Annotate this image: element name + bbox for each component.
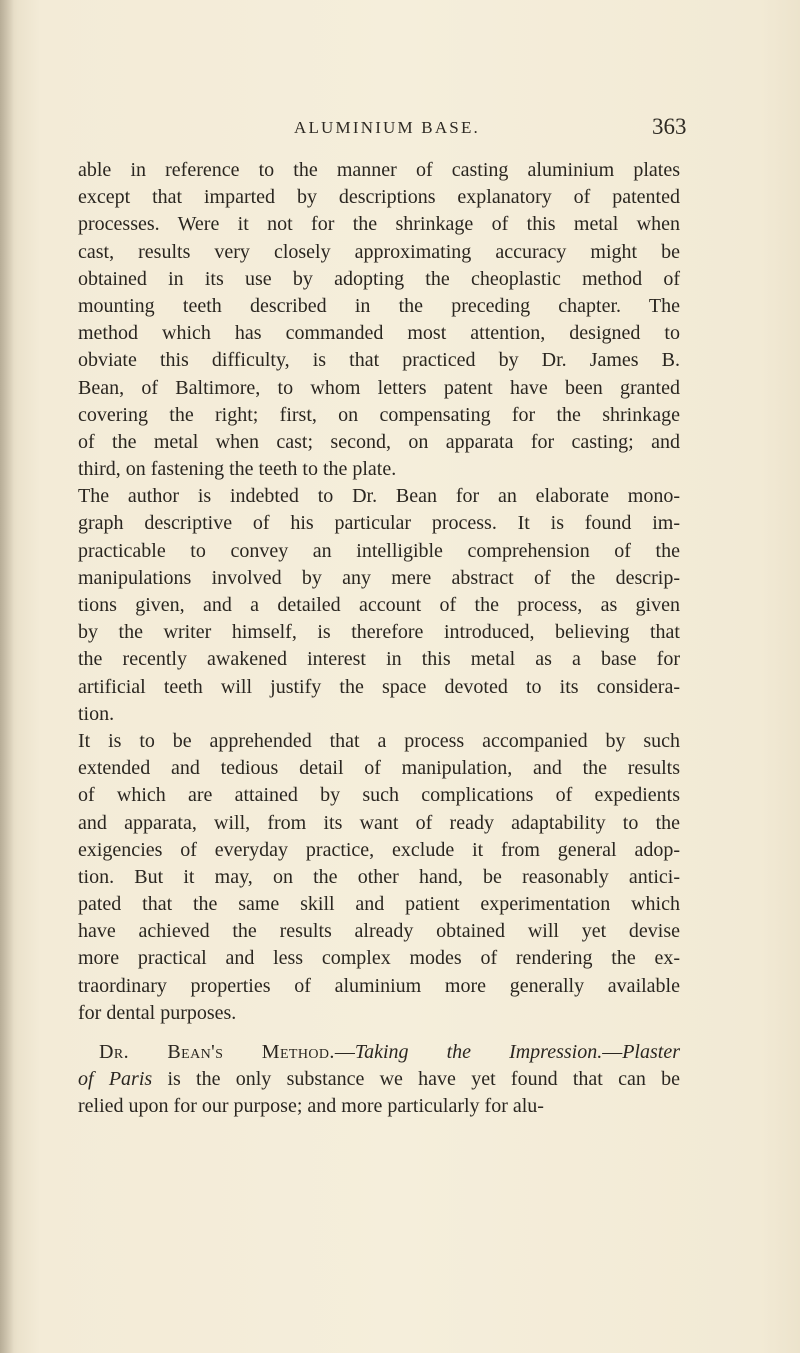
text-line: for dental purposes. [78, 1001, 237, 1024]
text-line: third, on fastening the teeth to the plate. [78, 458, 397, 481]
text-line: Bean, of Baltimore, to whom letters patent have been granted [78, 376, 680, 399]
text-run: is the only substance we have yet found that can be [152, 1068, 680, 1091]
text-line: artificial teeth will justify the space devoted to its considera- [78, 675, 680, 698]
section-subheading-plaster: Plaster [622, 1041, 680, 1063]
text-line: relied upon for our purpose; and more particularly for alu- [78, 1095, 544, 1118]
paragraph-1 [78, 157, 680, 483]
paragraph-3 [78, 728, 680, 1027]
text-line: tion. [78, 702, 115, 725]
text-line: covering the right; first, on compensating for the shrinkage [78, 403, 680, 426]
text-line: and apparata, will, from its want of ready adaptability to the [78, 811, 680, 834]
text-line: by the writer himself, is therefore introduced, believing that [78, 621, 680, 644]
text-line: The author is indebted to Dr. Bean for an elaborate mono- [78, 485, 680, 508]
text-line: have achieved the results already obtained will yet devise [78, 920, 680, 943]
text-line: manipulations involved by any mere abstract of the descrip- [78, 566, 680, 589]
section-gap [78, 1027, 680, 1039]
text-line: mounting teeth described in the preceding chapter. The [78, 294, 680, 317]
text-line: practicable to convey an intelligible comprehension of the [78, 539, 680, 562]
page-number: 363 [652, 114, 687, 139]
text-line: more practical and less complex modes of rendering the ex- [78, 947, 680, 970]
section-subheading: Taking the Impression. [354, 1041, 603, 1063]
italic-phrase: of Paris [78, 1068, 153, 1091]
text-line: cast, results very closely approximating accuracy might be [78, 240, 680, 263]
text-line: tion. But it may, on the other hand, be reasonably antici- [78, 865, 680, 888]
text-line: of the metal when cast; second, on apparata for casting; and [78, 430, 680, 453]
text-line: obtained in its use by adopting the cheoplastic method of [78, 267, 680, 290]
paragraph-2 [78, 483, 680, 728]
text-line: processes. Were it not for the shrinkage of this metal when [78, 213, 680, 236]
text-line: obviate this difficulty, is that practiced by Dr. James B. [78, 349, 680, 372]
text-line: tions given, and a detailed account of the process, as given [78, 594, 680, 616]
text-line: extended and tedious detail of manipulation, and the results [78, 757, 680, 780]
text-line [78, 1066, 680, 1093]
text-line: exigencies of everyday practice, exclude it from general adop- [78, 838, 680, 861]
running-head [0, 114, 800, 144]
body-text [78, 157, 680, 1121]
binding-shadow [0, 0, 14, 1353]
text-line: except that imparted by descriptions explanatory of patented [78, 186, 680, 209]
running-head-title: ALUMINIUM BASE. [294, 118, 480, 137]
text-line: pated that the same skill and patient experimentation which [78, 893, 680, 916]
text-line: able in reference to the manner of casting aluminium plates [78, 159, 680, 181]
text-line: of which are attained by such complications of expedients [78, 784, 680, 807]
section-heading: Dr. Bean's Method. [99, 1041, 335, 1063]
text-line: It is to be apprehended that a process accompanied by such [78, 729, 680, 752]
text-line: traordinary properties of aluminium more generally available [78, 974, 680, 997]
section-first-line: Dr. Bean's Method.—Taking the Impression.—Plaster [99, 1041, 680, 1063]
text-line: the recently awakened interest in this metal as a base for [78, 648, 680, 671]
paragraph-4 [78, 1039, 680, 1121]
text-line: method which has commanded most attention, designed to [78, 322, 680, 345]
text-line: graph descriptive of his particular process. It is found im- [78, 512, 680, 535]
